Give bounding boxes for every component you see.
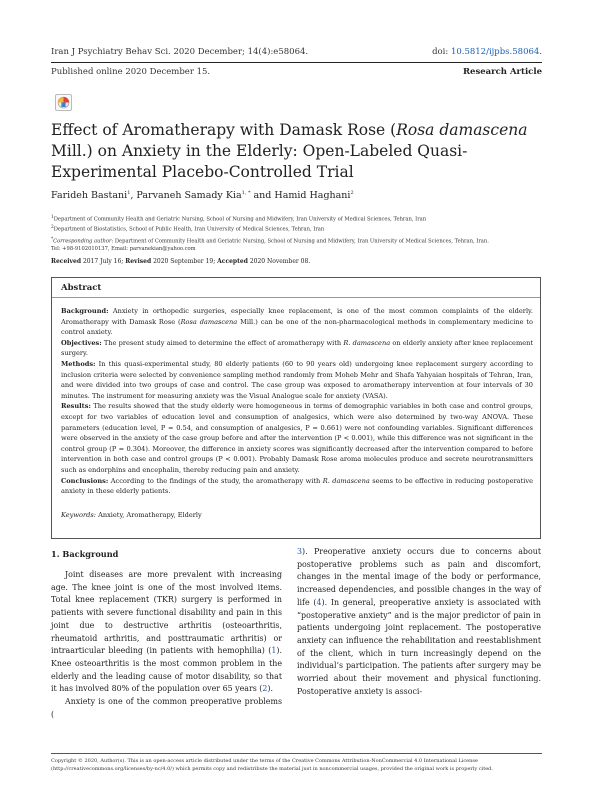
author-2: , Parvaneh Samady Kia xyxy=(130,190,242,202)
footer-rule xyxy=(51,753,542,754)
title-species: Rosa damascena xyxy=(396,121,528,139)
author-3-sup: 2 xyxy=(350,190,354,196)
keywords-text: Anxiety, Aromatherapy, Elderly xyxy=(95,511,202,519)
received-label: Received xyxy=(51,258,82,265)
reference-link[interactable]: 1 xyxy=(271,646,277,656)
objectives-species: R. damascena xyxy=(343,338,391,347)
methods-label: Methods: xyxy=(61,359,96,368)
received-date: 2017 July 16; xyxy=(81,258,126,265)
conclusions-species: R. damascena xyxy=(322,476,370,485)
article-type: Research Article xyxy=(462,67,542,77)
affiliation-2-text: Department of Biostatistics, School of Public Health, Iran University of Medical Sciences, Tehran, Iran xyxy=(53,226,325,233)
reference-link[interactable]: 3 xyxy=(297,547,303,556)
corresponding-author xyxy=(51,236,541,254)
paragraph-text: Anxiety is one of the common preoperative problems ( xyxy=(51,697,282,719)
background-text-2: Mill.) can be one of the non-pharmacological methods in complementary medicine to control anxiety. xyxy=(61,317,533,337)
abstract-results xyxy=(61,401,533,475)
abstract-background xyxy=(61,306,533,338)
author-1: Farideh Bastani xyxy=(51,190,128,202)
paragraph-text: ). xyxy=(267,684,273,694)
results-label: Results: xyxy=(61,402,91,411)
journal-citation: Iran J Psychiatry Behav Sci. 2020 December; 14(4):e58064. xyxy=(51,47,309,57)
conclusions-text-2: seems to be effective in reducing postoperative anxiety in these elderly patients. xyxy=(61,476,533,496)
abstract-divider xyxy=(52,297,540,298)
results-text: The results showed that the study elderly were homogeneous in terms of demographic variables in both case and control groups, except for two variables of education level and consumption of analgesics, which were also determined by two-way ANOVA. These parameters (education level, P = 0.54, and consumption of analgesics, P = 0.661) were not confounding variables. Significant differences were observed in the anxiety of the case group before and after the intervention (P < 0.001), while this difference was not significant in the control group (P = 0.304). Moreover, the difference in anxiety scores was significantly decreased after the intervention compared to before intervention in both case and control groups (P < 0.001). Probably Damask Rose aroma molecules produce and secrete neurotransmitters such as endorphins and encephalin, thereby reducing pain and anxiety. xyxy=(61,402,533,474)
paragraph-text: ). Preoperative anxiety occurs due to concerns about postoperative problems such as pain and discomfort, changes in the mental image of the body or performance, increased dependencies, and possible changes in the way of life ( xyxy=(297,547,541,607)
abstract-objectives xyxy=(61,338,533,359)
affiliation-1 xyxy=(51,214,541,224)
accepted-label: Accepted xyxy=(217,258,248,265)
paragraph xyxy=(51,696,282,721)
body-column-right xyxy=(297,546,541,698)
corresponding-line: *Corresponding author: Department of Community Health and Geriatric Nursing, School of Nursing and Midwifery, Iran University of Medical Sciences, Tehran, Iran. xyxy=(51,237,489,245)
revised-date: 2020 September 19; xyxy=(151,258,218,265)
revised-label: Revised xyxy=(125,258,152,265)
background-text: Anxiety in orthopedic surgeries, especially knee replacement, is one of the most common complaints of the elderly. Aromatherapy with Damask Rose ( xyxy=(61,307,533,326)
article-title xyxy=(51,120,541,183)
copyright-notice: Copyright © 2020, Author(s). This is an open-access article distributed under the terms of the Creative Commons Attribution-NonCommercial 4.0 International License (http://creativecommons.org/licenses/by-nc/4.0/) which permits copy and redistribute the material just in noncommercial usages, provided the original work is properly cited. xyxy=(51,758,493,772)
abstract-conclusions xyxy=(61,476,533,497)
paragraph-text: Joint diseases are more prevalent with increasing age. The knee joint is one of the most involved items. Total knee replacement (TKR) surgery is performed in patients with severe functional disability and pain in this joint due to destructive arthritis (osteoarthritis, rheumatoid arthritis, and posttraumatic arthritis) or intraarticular bleeding (in patients with hemophilia) ( xyxy=(51,570,282,656)
affiliation-2 xyxy=(51,224,541,234)
corresponding-text: : Department of Community Health and Geriatric Nursing, School of Nursing and Midwifery, Iran University of Medical Sciences, Tehran, Iran. xyxy=(111,238,489,245)
objectives-text-2: on elderly anxiety after knee replacement surgery. xyxy=(61,338,533,358)
article-dates xyxy=(51,258,310,265)
author-list xyxy=(51,190,354,201)
author-2-sup: 1, * xyxy=(241,190,251,196)
abstract-heading: Abstract xyxy=(61,283,102,293)
objectives-label: Objectives: xyxy=(61,338,102,347)
paragraph xyxy=(51,569,282,696)
abstract-methods xyxy=(61,359,533,401)
header-rule xyxy=(51,62,542,63)
corresponding-contact: Tel: +98-9102010137, Email: parvanekian@yahoo.com xyxy=(51,246,196,253)
published-date: Published online 2020 December 15. xyxy=(51,67,211,77)
background-label: Background: xyxy=(61,307,109,315)
doi-link[interactable]: 10.5812/ijpbs.58064 xyxy=(450,47,540,57)
doi-suffix: . xyxy=(539,47,542,57)
objectives-text: The present study aimed to determine the effect of aromatherapy with xyxy=(101,338,344,347)
background-species: Rosa damascena xyxy=(180,317,238,326)
affiliation-2-sup: 2 xyxy=(51,225,54,231)
title-part-2: Mill.) on Anxiety in the Elderly: Open-Labeled Quasi-Experimental Placebo-Controlled Trial xyxy=(51,142,468,181)
section-heading: 1. Background xyxy=(51,549,119,559)
abstract-box xyxy=(51,277,541,539)
affiliation-1-text: Department of Community Health and Geriatric Nursing, School of Nursing and Midwifery, Iran University of Medical Sciences, Tehran, Iran xyxy=(53,216,427,223)
reference-link[interactable]: 4 xyxy=(316,597,322,607)
affiliations xyxy=(51,214,541,234)
methods-text: In this quasi-experimental study, 80 elderly patients (60 to 90 years old) undergoing knee replacement surgery according to inclusion criteria were selected by convenience sampling method randomly from Moheb Mehr and Shafa Yahyaian hospitals of Tehran, Iran, and were divided into two groups of case and control. The case group was exposed to aromatherapy intervention at four intervals of 30 minutes. The instrument for measuring anxiety was the Visual Analogue scale for anxiety (VASA). xyxy=(61,359,533,400)
conclusions-label: Conclusions: xyxy=(61,476,109,485)
abstract-body xyxy=(61,306,533,497)
affiliation-1-sup: 1 xyxy=(51,215,54,220)
body-column-left xyxy=(51,569,282,721)
accepted-date: 2020 November 08. xyxy=(247,258,311,265)
keywords xyxy=(61,511,202,519)
crossmark-icon[interactable] xyxy=(55,94,72,111)
paragraph-text: ). In general, preoperative anxiety is associated with “postoperative anxiety” and is the major predictor of pain in patients undergoing joint replacement. The postoperative anxiety can influence the rehabilitation and reestablishment of the client, which in turn increasingly depend on the individual’s participation. The patients after surgery may be worried about their movement and physical functioning. Postoperative anxiety is associ- xyxy=(297,597,541,696)
paragraph xyxy=(297,546,541,698)
author-1-sup: 1 xyxy=(127,190,131,196)
conclusions-text: According to the findings of the study, the aromatherapy with xyxy=(108,476,323,485)
reference-link[interactable]: 2 xyxy=(262,684,268,694)
paragraph-text: ). Knee osteoarthritis is the most common problem in the elderly and the leading cause of motor disability, so that it has involved 80% of the population over 65 years ( xyxy=(51,646,282,694)
doi xyxy=(432,47,542,57)
keywords-label: Keywords: xyxy=(61,511,96,519)
title-part-1: Effect of Aromatherapy with Damask Rose ( xyxy=(51,121,397,139)
author-3: and Hamid Haghani xyxy=(250,190,351,202)
corresponding-label: Corresponding author xyxy=(53,238,112,245)
doi-prefix: doi: xyxy=(432,47,451,57)
